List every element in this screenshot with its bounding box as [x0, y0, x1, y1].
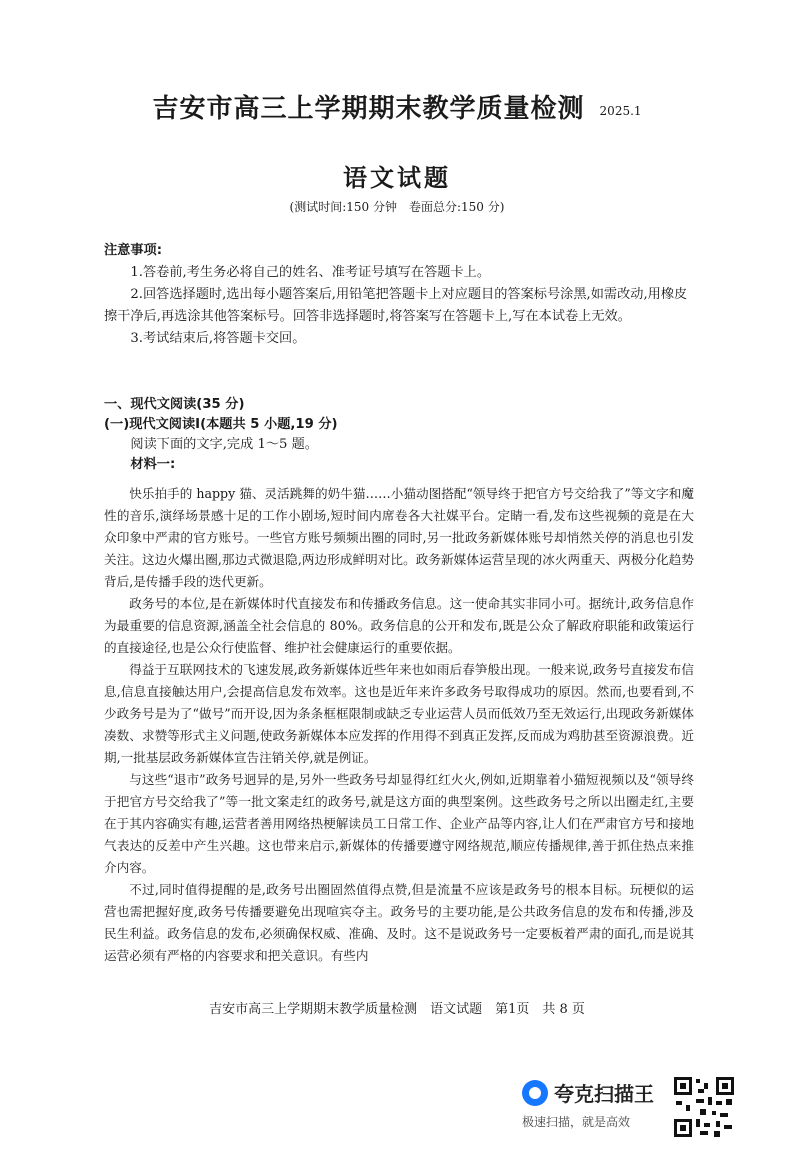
- exam-title: 吉安市高三上学期期末教学质量检测: [152, 94, 585, 124]
- reading-material: [104, 483, 694, 967]
- sub-part-title: (一)现代文阅读Ⅰ(本题共 5 小题,19 分): [104, 417, 338, 432]
- notes-heading: 注意事项:: [104, 243, 163, 258]
- page-footer: 吉安市高三上学期期末教学质量检测 语文试题 第1页 共 8 页: [209, 1002, 585, 1017]
- paragraph-2: 政务号的本位,是在新媒体时代直接发布和传播政务信息。这一使命其实非同小可。据统计,政务信息作为最重要的信息资源,涵盖全社会信息的 80%。政务信息的公开和发布,既是公众了解政府职能和政策运行的直接途径,也是公众行使监督、维护社会健康运行的重要依据。: [104, 596, 694, 655]
- paragraph-5: 不过,同时值得提醒的是,政务号出圈固然值得点赞,但是流量不应该是政务号的根本目标。玩梗似的运营也需把握好度,政务号传播要避免出现喧宾夺主。政务号的主要功能,是公共政务信息的发布和传播,涉及民生利益。政务信息的发布,必须确保权威、准确、及时。这不是说政务号一定要板着严肃的面孔,而是说其运营必须有严格的内容要求和把关意识。有些内: [104, 882, 694, 963]
- paragraph-1: 快乐拍手的 happy 猫、灵活跳舞的奶牛猫……小猫动图搭配“领导终于把官方号交给我了”等文字和魔性的音乐,演绎场景感十足的工作小剧场,短时间内席卷各大社媒平台。定睛一看,发布这些视频的竟是在大众印象中严肃的官方账号。一些官方账号频频出圈的同时,另一批政务新媒体账号却悄然关停的消息也引发关注。这边火爆出圈,那边式微退隐,两边形成鲜明对比。政务新媒体运营呈现的冰火两重天、两极分化趋势背后,是传播手段的迭代更新。: [104, 486, 694, 589]
- paragraph-4: 与这些“退市”政务号迥异的是,另外一些政务号却显得红红火火,例如,近期靠着小猫短视频以及“领导终于把官方号交给我了”等一批文案走红的政务号,就是这方面的典型案例。这些政务号之所以出圈走红,主要在于其内容确实有趣,运营者善用网络热梗解读员工日常工作、企业产品等内容,让人们在严肃官方号和接地气表达的反差中产生兴趣。这也带来启示,新媒体的传播要遵守网络规范,顺应传播规律,善于抓住热点来推介内容。: [104, 772, 694, 875]
- instruction: 阅读下面的文字,完成 1～5 题。: [130, 437, 318, 452]
- paragraph-3: 得益于互联网技术的飞速发展,政务新媒体近些年来也如雨后春笋般出现。一般来说,政务号直接发布信息,信息直接触达用户,会提高信息发布效率。这也是近年来许多政务号取得成功的原因。然而,也要看到,不少政务号是为了“做号”而开设,因为条条框框限制或缺乏专业运营人员而低效乃至无效运行,出现政务新媒体凑数、求赞等形式主义问题,使政务新媒体本应发挥的作用得不到真正发挥,反而成为鸡肋甚至资源浪费。近期,一批基层政务新媒体宣告注销关停,就是例证。: [104, 662, 694, 765]
- quark-logo-icon: [522, 1080, 548, 1106]
- note-item-3: 3.考试结束后,将答题卡交回。: [130, 331, 306, 346]
- part-title: 一、现代文阅读(35 分): [104, 397, 245, 412]
- qr-code-icon: [672, 1075, 736, 1139]
- exam-date: 2025.1: [599, 104, 642, 118]
- note-item-2: 2.回答选择题时,选出每小题答案后,用铅笔把答题卡上对应题目的答案标号涂黑,如需改动,用橡皮擦干净后,再选涂其他答案标号。回答非选择题时,将答案写在答题卡上,写在本试卷上无效。: [104, 287, 688, 324]
- exam-info: (测试时间:150 分钟 卷面总分:150 分): [289, 200, 505, 214]
- brand-slogan: 极速扫描，就是高效: [522, 1115, 631, 1129]
- brand-name: 夸克扫描王: [554, 1082, 654, 1106]
- scanner-watermark: [522, 1078, 672, 1130]
- title-row: [0, 88, 794, 125]
- notes-block: [104, 240, 690, 350]
- note-item-1: 1.答卷前,考生务必将自己的姓名、准考证号填写在答题卡上。: [130, 265, 491, 280]
- section-header: [104, 395, 690, 475]
- subject-title: 语文试题: [343, 164, 451, 192]
- material-label: 材料一:: [130, 457, 176, 472]
